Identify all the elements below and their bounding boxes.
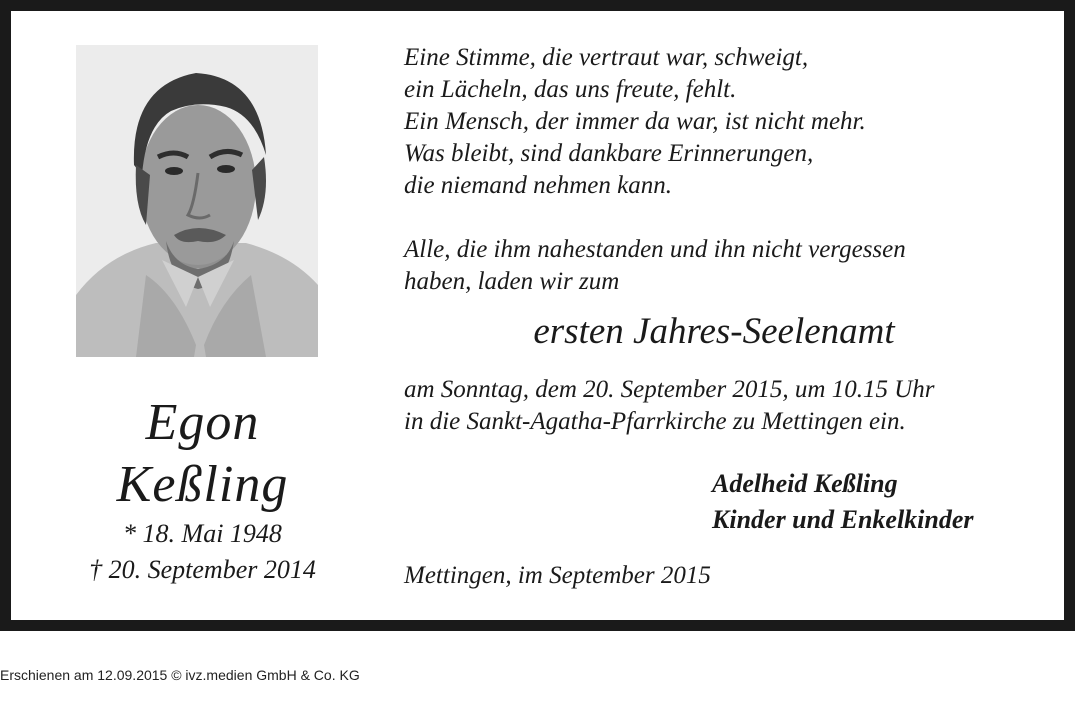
ceremony-line: am Sonntag, dem 20. September 2015, um 10.15 Uhr [404, 376, 935, 403]
service-title: ersten Jahres-Seelenamt [533, 311, 895, 352]
poem-line: Ein Mensch, der immer da war, ist nicht mehr. [404, 108, 866, 135]
invitation-text [404, 234, 906, 298]
deceased-last-name: Keßling [116, 456, 289, 513]
poem-line: Was bleibt, sind dankbare Erinnerungen, [404, 140, 814, 167]
signer-line: Adelheid Keßling [712, 469, 898, 498]
publication-footer: Erschienen am 12.09.2015 © ivz.medien GmbH & Co. KG [0, 667, 360, 683]
poem-line: die niemand nehmen kann. [404, 172, 672, 199]
ceremony-details [404, 374, 935, 438]
deceased-first-name: Egon [145, 394, 260, 451]
portrait-photo [76, 45, 318, 357]
poem-line: ein Lächeln, das uns freute, fehlt. [404, 76, 737, 103]
ceremony-line: in die Sankt-Agatha-Pfarrkirche zu Mettingen ein. [404, 408, 906, 435]
death-date: † 20. September 2014 [89, 555, 316, 584]
signers-block [712, 466, 974, 538]
poem-line: Eine Stimme, die vertraut war, schweigt, [404, 44, 809, 71]
signer-line: Kinder und Enkelkinder [712, 505, 974, 534]
invitation-line: Alle, die ihm nahestanden und ihn nicht vergessen [404, 236, 906, 263]
memorial-poem [404, 42, 866, 202]
portrait-image [76, 45, 318, 357]
invitation-line: haben, laden wir zum [404, 268, 620, 295]
deceased-block [40, 392, 365, 588]
birth-date: * 18. Mai 1948 [123, 519, 282, 548]
place-and-date: Mettingen, im September 2015 [404, 562, 711, 589]
